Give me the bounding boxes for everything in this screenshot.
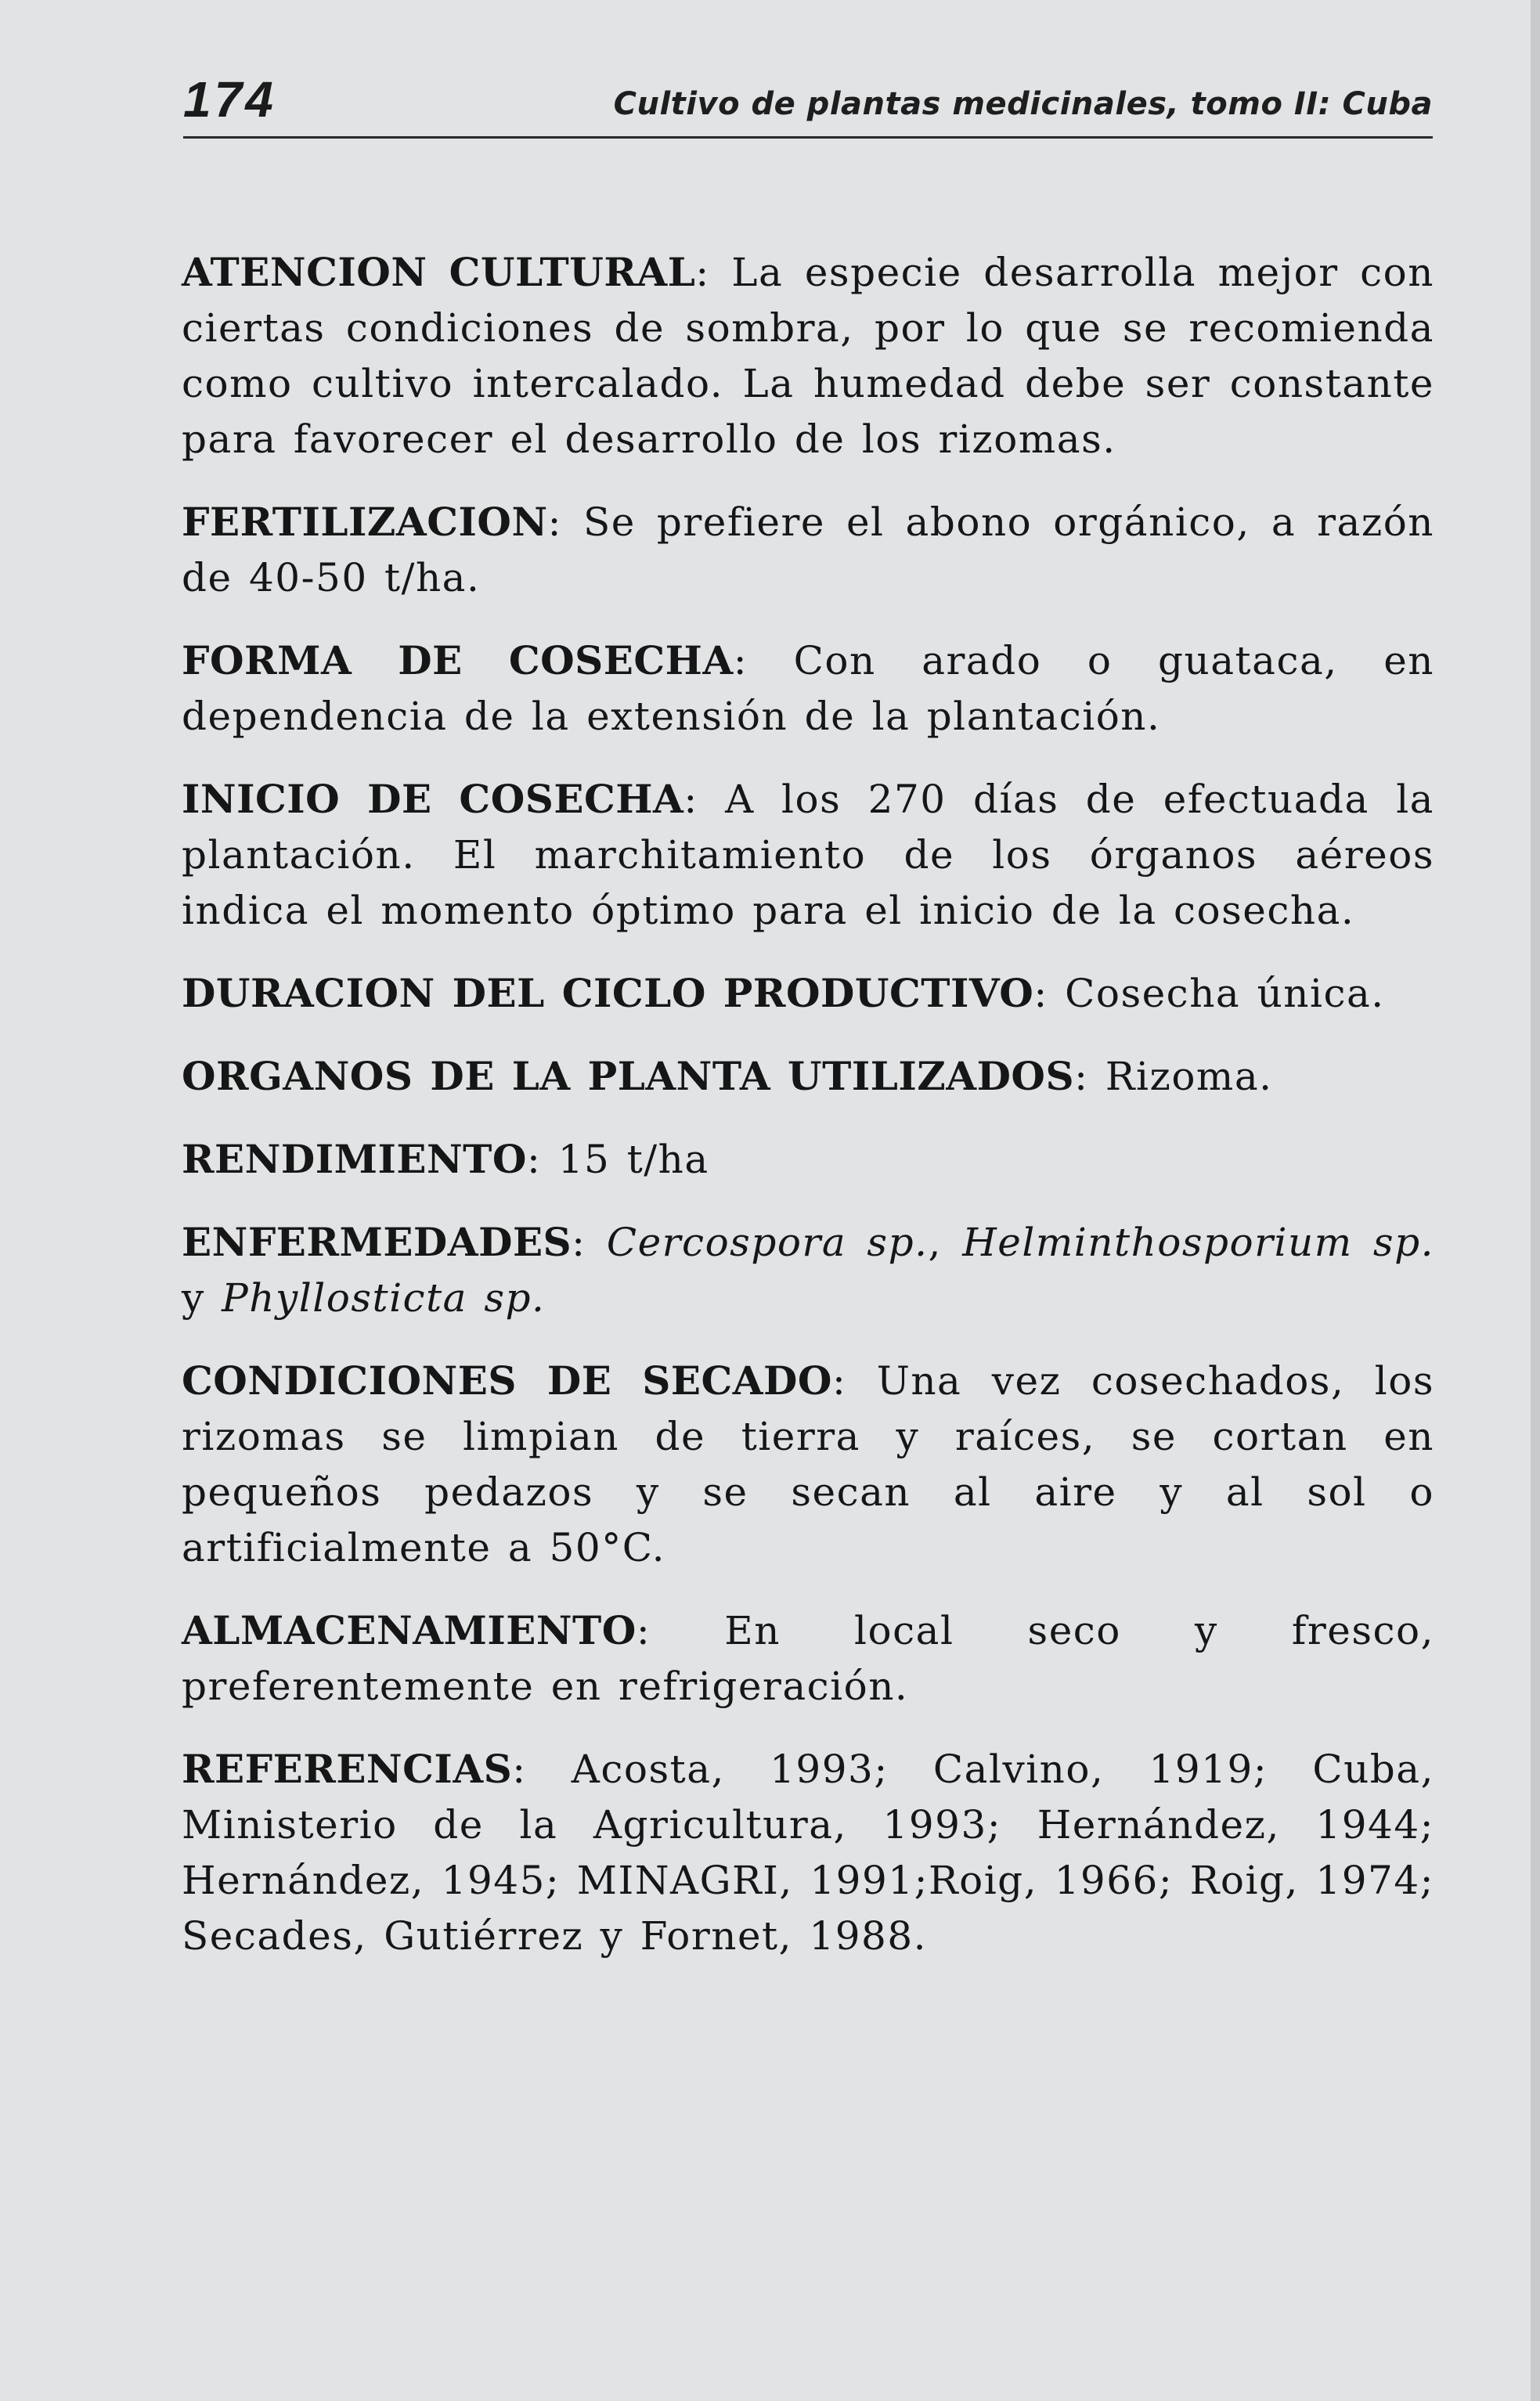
entry-text: Cosecha única.	[1065, 971, 1385, 1016]
entry-label: ORGANOS DE LA PLANTA UTILIZADOS	[182, 1053, 1075, 1099]
entry-text: En local seco y fresco, preferentemente en refrigeración.	[182, 1608, 1434, 1709]
entry-rendimiento: RENDIMIENTO: 15 t/ha	[182, 1136, 709, 1182]
entry-forma-de-cosecha: FORMA DE COSECHA: Con arado o guataca, en dependencia de la extensión de la plantación.	[182, 637, 1434, 739]
entry-text: Una vez cosechados, los rizomas se limpian de tierra y raíces, se cortan en pequeños pedazos y se secan al aire y al sol o artificialmente a 50°C.	[182, 1358, 1435, 1570]
entry-label: ENFERMEDADES	[182, 1219, 572, 1265]
entry-atencion-cultural: ATENCION CULTURAL: La especie desarrolla mejor con ciertas condiciones de sombra, por lo que se recomienda como cultivo intercalado. La humedad debe ser constante para favorecer el desarrollo de los rizomas.	[182, 249, 1434, 462]
entry-inicio-de-cosecha: INICIO DE COSECHA: A los 270 días de efectuada la plantación. El marchitamiento de los órganos aéreos indica el momento óptimo para el inicio de la cosecha.	[182, 776, 1434, 933]
entry-condiciones-secado: CONDICIONES DE SECADO: Una vez cosechados, los rizomas se limpian de tierra y raíces, se cortan en pequeños pedazos y se secan al aire y al sol o artificialmente a 50°C.	[182, 1357, 1435, 1570]
page-header	[183, 64, 1433, 139]
entry-organos-utilizados: ORGANOS DE LA PLANTA UTILIZADOS: Rizoma.	[182, 1053, 1273, 1099]
species-name: Helminthosporium sp.	[962, 1220, 1434, 1265]
entry-enfermedades: ENFERMEDADES: Cercospora sp., Helminthosporium sp. y Phyllosticta sp.	[182, 1219, 1434, 1321]
entry-text: La especie desarrolla mejor con ciertas condiciones de sombra, por lo que se recomienda como cultivo intercalado. La humedad debe ser constante para favorecer el desarrollo de los rizomas.	[182, 250, 1434, 462]
entry-text: Acosta, 1993; Calvino, 1919; Cuba, Ministerio de la Agricultura, 1993; Hernández, 1944; Hernández, 1945; MINAGRI, 1991;Roig, 1966; Roig, 1974; Secades, Gutiérrez y Fornet, 1988.	[182, 1747, 1434, 1959]
species-name: Cercospora sp.	[606, 1220, 929, 1265]
entry-text: A los 270 días de efectuada la plantación. El marchitamiento de los órganos aéreos indica el momento óptimo para el inicio de la cosecha.	[182, 777, 1434, 933]
entry-text: Con arado o guataca, en dependencia de la extensión de la plantación.	[182, 638, 1434, 739]
entry-label: CONDICIONES DE SECADO	[182, 1357, 832, 1404]
entry-label: REFERENCIAS	[182, 1746, 513, 1792]
entry-text: Rizoma.	[1105, 1054, 1273, 1099]
entry-duracion-ciclo: DURACION DEL CICLO PRODUCTIVO: Cosecha única.	[182, 970, 1385, 1016]
species-name: Phyllosticta sp.	[222, 1275, 546, 1321]
entry-label: INICIO DE COSECHA	[182, 776, 684, 822]
page-content	[182, 244, 1434, 1964]
entry-text: Se prefiere el abono orgánico, a razón de 40-50 t/ha.	[182, 499, 1434, 600]
entry-almacenamiento: ALMACENAMIENTO: En local seco y fresco, preferentemente en refrigeración.	[182, 1607, 1434, 1709]
entry-text: 15 t/ha	[557, 1137, 709, 1182]
entry-label: FORMA DE COSECHA	[182, 637, 734, 683]
entry-label: ALMACENAMIENTO	[182, 1607, 637, 1653]
entry-label: ATENCION CULTURAL	[182, 249, 696, 295]
entry-label: DURACION DEL CICLO PRODUCTIVO	[182, 970, 1034, 1016]
page-edge-shadow	[1531, 0, 1540, 2401]
entry-label: FERTILIZACION	[182, 499, 548, 545]
entry-separator: ,	[928, 1220, 963, 1265]
entry-separator: y	[182, 1275, 222, 1321]
entry-fertilizacion: FERTILIZACION: Se prefiere el abono orgánico, a razón de 40-50 t/ha.	[182, 499, 1434, 600]
entry-label: RENDIMIENTO	[182, 1136, 527, 1182]
running-title: Cultivo de plantas medicinales, tomo II: Cuba	[613, 86, 1433, 122]
page-number: 174	[183, 71, 276, 128]
entry-referencias: REFERENCIAS: Acosta, 1993; Calvino, 1919; Cuba, Ministerio de la Agricultura, 1993; Hernández, 1944; Hernández, 1945; MINAGRI, 1991;Roig, 1966; Roig, 1974; Secades, Gutiérrez y Fornet, 1988.	[182, 1746, 1434, 1959]
